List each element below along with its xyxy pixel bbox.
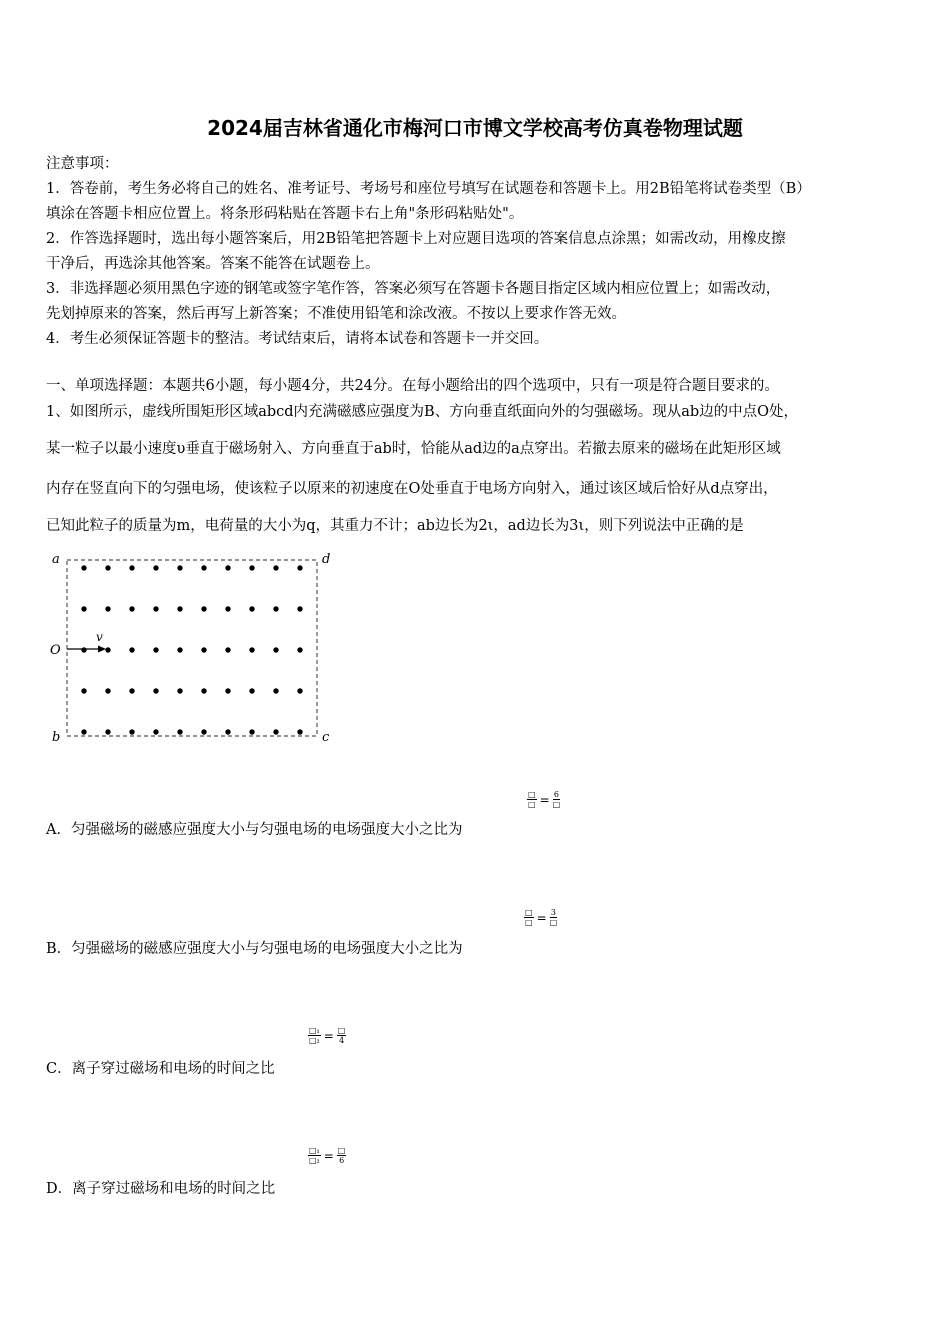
field-dot: [273, 606, 278, 611]
field-dot: [177, 647, 182, 652]
option-d-formula: [308, 1146, 346, 1165]
field-dot: [129, 729, 134, 734]
notice-block: [46, 152, 916, 352]
field-dot: [249, 688, 254, 693]
field-dot: [201, 729, 206, 734]
option-c-formula: [308, 1026, 346, 1045]
notice-line: 先划掉原来的答案，然后再写上新答案；不准使用铅笔和涂改液。不按以上要求作答无效。: [46, 306, 626, 322]
field-dot: [225, 688, 230, 693]
option-b[interactable]: B．匀强磁场的磁感应强度大小与匀强电场的电场强度大小之比为: [46, 941, 463, 957]
field-dot: [153, 729, 158, 734]
corner-label-d: d: [322, 552, 331, 567]
page-title: 2024届吉林省通化市梅河口市博文学校高考仿真卷物理试题: [207, 116, 743, 140]
section-heading: 一、单项选择题：本题共6小题，每小题4分，共24分。在每小题给出的四个选项中，只有一项是符合题目要求的。: [46, 378, 779, 394]
field-dot: [129, 606, 134, 611]
notice-line: 3．非选择题必须用黑色字迹的钢笔或签字笔作答，答案必须写在答题卡各题目指定区域内相应位置上；如需改动，: [46, 281, 781, 297]
frac-num: □: [337, 1146, 346, 1155]
field-dot: [105, 688, 110, 693]
field-dot: [129, 688, 134, 693]
frac-num: □₁: [309, 1026, 320, 1035]
field-dot: [105, 565, 110, 570]
notice-line: 1．答卷前，考生务必将自己的姓名、准考证号、考场号和座位号填写在试题卷和答题卡上。用2B铅笔将试卷类型（B）: [46, 181, 811, 197]
question-line: 已知此粒子的质量为m，电荷量的大小为q，其重力不计；ab边长为2ι，ad边长为3ι，则下列说法中正确的是: [46, 518, 744, 534]
notice-line: 干净后，再选涂其他答案。答案不能答在试题卷上。: [46, 256, 380, 272]
field-dot: [81, 606, 86, 611]
field-dot: [201, 688, 206, 693]
frac-num: □: [528, 790, 536, 799]
field-dot: [201, 606, 206, 611]
corner-label-a: a: [52, 552, 60, 567]
field-dot: [225, 647, 230, 652]
option-c[interactable]: C．离子穿过磁场和电场的时间之比: [46, 1061, 275, 1077]
field-dot: [297, 729, 302, 734]
equals-sign: =: [536, 910, 547, 925]
frac-num: □: [525, 908, 533, 917]
field-dot: [273, 647, 278, 652]
field-figure: [46, 545, 346, 745]
corner-label-c: c: [322, 730, 330, 745]
question-line: 某一粒子以最小速度υ垂直于磁场射入、方向垂直于ab时，恰能从ad边的a点穿出。若撤去原来的磁场在此矩形区域: [46, 441, 781, 457]
option-d[interactable]: D．离子穿过磁场和电场的时间之比: [46, 1181, 276, 1197]
field-dot: [249, 565, 254, 570]
field-dot: [81, 647, 86, 652]
frac-den: □: [549, 918, 558, 927]
frac-num: 3: [550, 908, 556, 917]
field-dot: [201, 565, 206, 570]
option-a[interactable]: A．匀强磁场的磁感应强度大小与匀强电场的电场强度大小之比为: [46, 822, 463, 838]
frac-den: □: [525, 918, 533, 927]
question-line: 内存在竖直向下的匀强电场，使该粒子以原来的初速度在O处垂直于电场方向射入，通过该区域后恰好从d点穿出，: [46, 481, 778, 497]
question-line: 1、如图所示，虚线所围矩形区域abcd内充满磁感应强度为B、方向垂直纸面向外的匀强磁场。现从ab边的中点O处，: [46, 404, 799, 420]
field-dot: [297, 688, 302, 693]
origin-label: O: [50, 643, 61, 658]
equals-sign: =: [323, 1148, 334, 1163]
field-dot: [81, 688, 86, 693]
notice-line: 填涂在答题卡相应位置上。将条形码粘贴在答题卡右上角"条形码粘贴处"。: [46, 206, 524, 222]
frac-den: □: [528, 800, 536, 809]
dashed-boundary: [67, 560, 317, 736]
frac-den: □₂: [309, 1036, 320, 1045]
field-dot: [105, 606, 110, 611]
field-dot: [153, 688, 158, 693]
field-dot: [177, 688, 182, 693]
field-dot: [273, 565, 278, 570]
frac-den: □₂: [309, 1156, 320, 1165]
field-dot: [297, 647, 302, 652]
field-dot: [249, 729, 254, 734]
velocity-label: v: [96, 630, 103, 644]
frac-den: 6: [339, 1156, 345, 1165]
frac-num: □: [337, 1026, 346, 1035]
equals-sign: =: [323, 1028, 334, 1043]
option-b-formula: [524, 908, 557, 927]
frac-num: □₁: [309, 1146, 320, 1155]
field-dot: [105, 647, 110, 652]
field-dot: [153, 647, 158, 652]
field-dot: [225, 606, 230, 611]
field-dot: [249, 606, 254, 611]
field-dot: [129, 647, 134, 652]
notice-heading: 注意事项：: [46, 156, 119, 172]
frac-den: 4: [339, 1036, 345, 1045]
field-dot: [153, 606, 158, 611]
field-dot: [297, 565, 302, 570]
notice-line: 4．考生必须保证答题卡的整洁。考试结束后，请将本试卷和答题卡一并交回。: [46, 331, 549, 347]
field-dots: [81, 565, 302, 734]
field-dot: [225, 729, 230, 734]
field-dot: [297, 606, 302, 611]
magnetic-field-diagram: [46, 545, 346, 749]
option-a-formula: [527, 790, 560, 809]
notice-line: 2．作答选择题时，选出每小题答案后，用2B铅笔把答题卡上对应题目选项的答案信息点涂黑；如需改动，用橡皮擦: [46, 231, 786, 247]
field-dot: [81, 565, 86, 570]
arrow-head-icon: [98, 646, 106, 653]
field-dot: [201, 647, 206, 652]
equals-sign: =: [539, 792, 550, 807]
frac-den: □: [552, 800, 561, 809]
field-dot: [225, 565, 230, 570]
corner-label-b: b: [52, 730, 61, 745]
field-dot: [105, 729, 110, 734]
field-dot: [153, 565, 158, 570]
field-dot: [177, 606, 182, 611]
field-dot: [129, 565, 134, 570]
field-dot: [177, 565, 182, 570]
field-dot: [273, 729, 278, 734]
field-dot: [273, 688, 278, 693]
frac-num: 6: [553, 790, 559, 799]
field-dot: [249, 647, 254, 652]
field-dot: [81, 729, 86, 734]
field-dot: [177, 729, 182, 734]
